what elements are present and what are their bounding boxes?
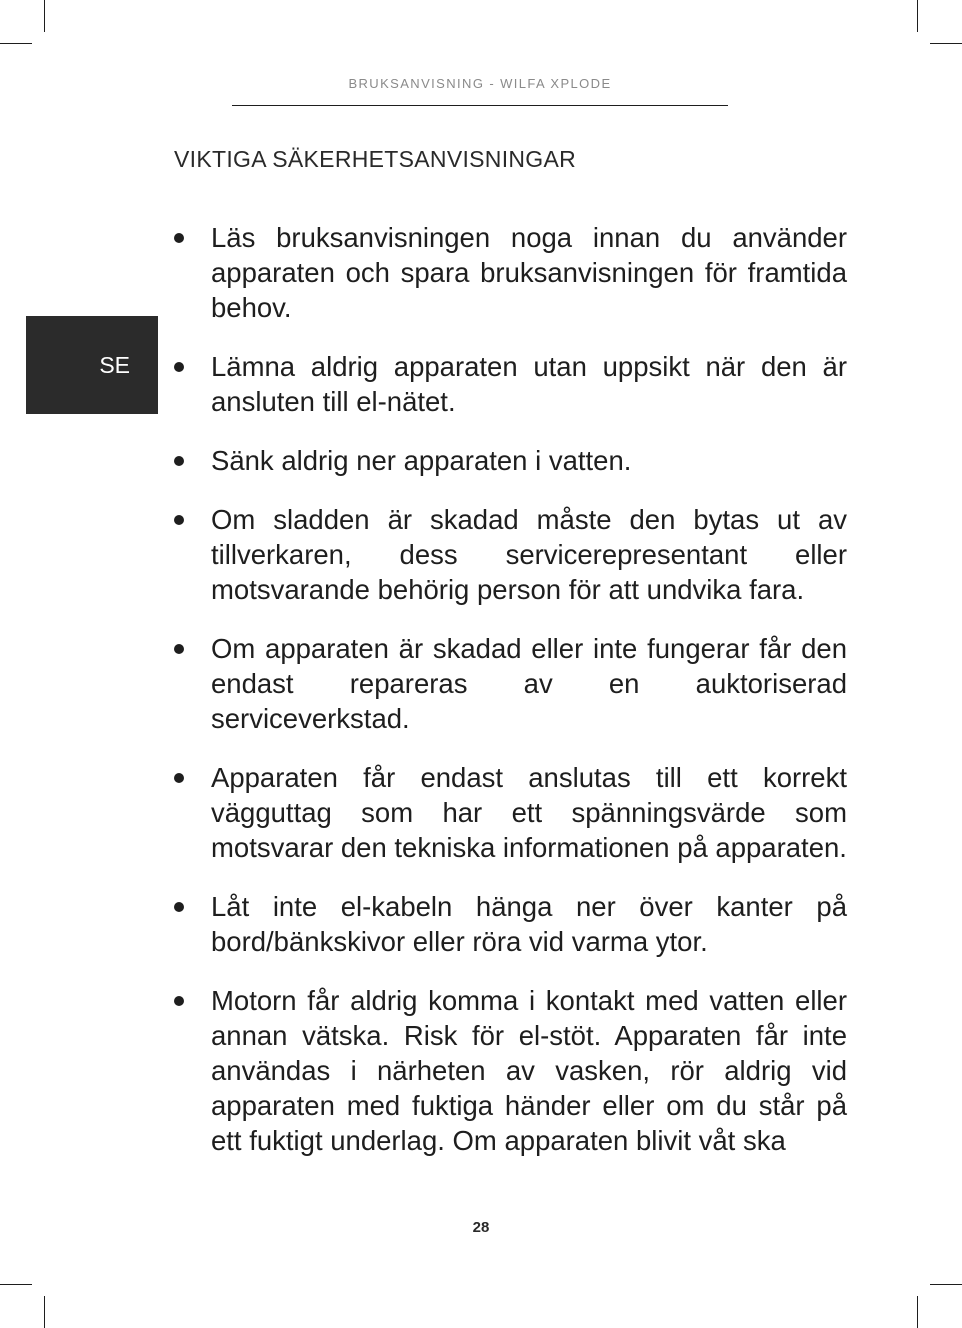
bullet-icon: [174, 644, 184, 654]
crop-mark-top-left-horizontal: [0, 43, 32, 44]
list-item-text: Apparaten får endast anslutas till ett korrekt vägguttag som har ett spänningsvärde som motsvarar den tekniska informationen på apparaten.: [211, 762, 847, 863]
list-item-text: Om sladden är skadad måste den bytas ut av tillverkaren, dess servicerepresentant eller motsvarande behörig person för att undvika fara.: [211, 504, 847, 605]
list-item: [172, 889, 847, 959]
crop-mark-top-left-vertical: [44, 0, 45, 32]
bullet-icon: [174, 456, 184, 466]
bullet-icon: [174, 515, 184, 525]
list-item: [172, 631, 847, 736]
list-item: [172, 760, 847, 865]
page-number: 28: [472, 1219, 490, 1236]
list-item: [172, 220, 847, 325]
crop-mark-top-right-horizontal: [930, 43, 962, 44]
list-item: [172, 349, 847, 419]
running-header: BRUKSANVISNING - WILFA XPLODE: [348, 76, 612, 91]
bullet-icon: [174, 996, 184, 1006]
list-item: [172, 502, 847, 607]
list-item: [172, 443, 847, 478]
language-tab: [26, 316, 158, 414]
safety-instructions-list: [172, 220, 847, 1182]
list-item-text: Lämna aldrig apparaten utan uppsikt när den är ansluten till el-nätet.: [211, 351, 847, 417]
crop-mark-bottom-right-horizontal: [930, 1284, 962, 1285]
language-tab-label: SE: [99, 352, 130, 378]
bullet-icon: [174, 362, 184, 372]
list-item-text: Sänk aldrig ner apparaten i vatten.: [211, 445, 632, 476]
list-item-text: Motorn får aldrig komma i kontakt med vatten eller annan vätska. Risk för el-stöt. Apparaten får inte användas i närheten av vasken, rör aldrig vid apparaten med fuktiga händer eller om du står på ett fuktigt underlag. Om apparaten blivit våt ska: [211, 985, 847, 1156]
crop-mark-bottom-left-vertical: [44, 1296, 45, 1328]
header-rule: [232, 105, 728, 106]
list-item-text: Låt inte el-kabeln hänga ner över kanter på bord/bänkskivor eller röra vid varma ytor.: [211, 891, 847, 957]
bullet-icon: [174, 233, 184, 243]
crop-mark-bottom-left-horizontal: [0, 1284, 32, 1285]
crop-mark-bottom-right-vertical: [917, 1296, 918, 1328]
bullet-icon: [174, 902, 184, 912]
crop-mark-top-right-vertical: [917, 0, 918, 32]
bullet-icon: [174, 773, 184, 783]
list-item-text: Om apparaten är skadad eller inte fungerar får den endast repareras av en auktoriserad serviceverkstad.: [211, 633, 847, 734]
list-item: [172, 983, 847, 1158]
section-title: VIKTIGA SÄKERHETSANVISNINGAR: [174, 146, 577, 172]
list-item-text: Läs bruksanvisningen noga innan du använder apparaten och spara bruksanvisningen för framtida behov.: [211, 222, 847, 323]
